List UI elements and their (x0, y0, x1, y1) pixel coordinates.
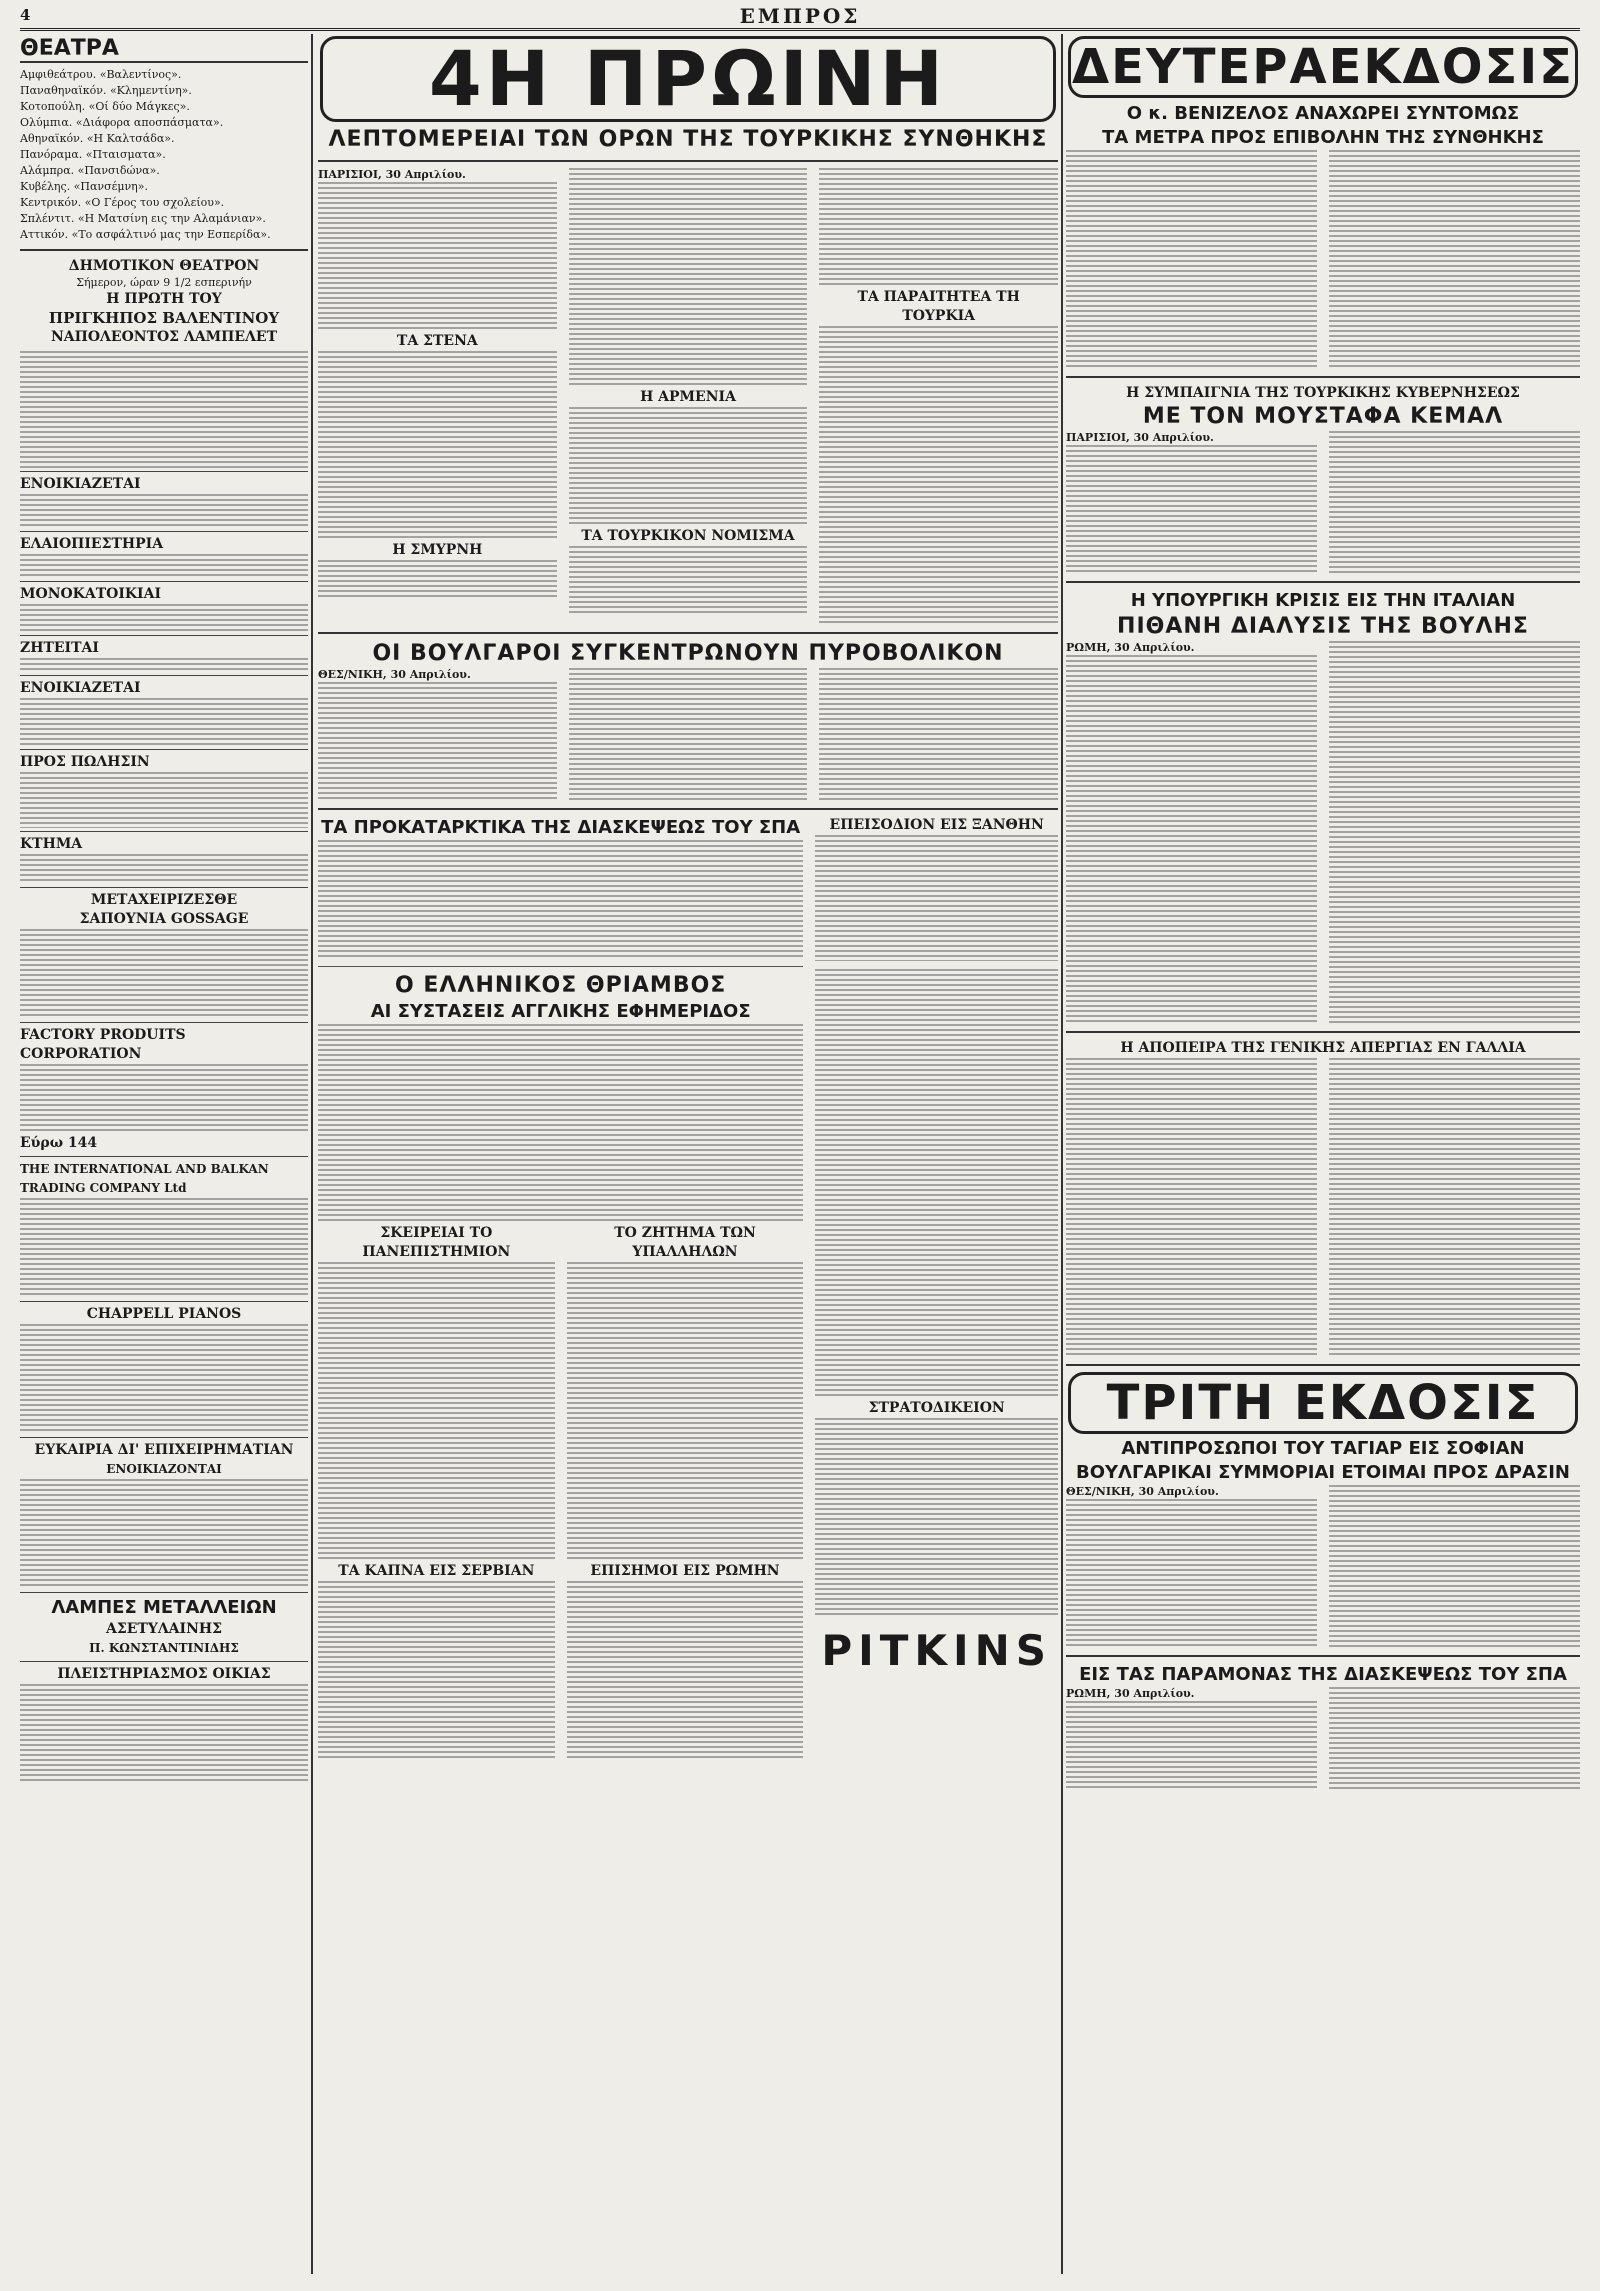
third-edition-title: ΤΡΙΤΗ ΕΚΔΟΣΙΣ (1106, 1375, 1540, 1431)
municipal-subline: Σήμερον, ώραν 9 1/2 εσπερινήν (76, 276, 252, 289)
officials-headline: ΤΟ ΖΗΤΗΜΑ ΤΩΝ ΥΠΑΛΛΗΛΩΝ (614, 1225, 756, 1260)
english-headline: ΑΙ ΣΥΣΤΑΣΕΙΣ ΑΓΓΛΙΚΗΣ ΕΦΗΜΕΡΙΔΟΣ (370, 1001, 751, 1022)
list-item: Κεντρικόν. «Ο Γέρος του σχολείου». (20, 196, 225, 209)
price-line: Εύρω 144 (20, 1135, 98, 1151)
classified-ad: FACTORY PRODUITS CORPORATION Εύρω 144 (20, 1022, 308, 1156)
list-item: Παναθηναϊκόν. «Κλημεντίνη». (20, 84, 192, 97)
column-center (318, 36, 1058, 2276)
list-item: Αθηναϊκόν. «Η Καλτσάδα». (20, 132, 175, 145)
kemal-headline: ΜΕ ΤΟΝ ΜΟΥΣΤΑΦΑ ΚΕΜΑΛ (1142, 404, 1504, 429)
pitkins-ad: PITKINS (821, 1626, 1052, 1675)
xanthi-headline: ΕΠΕΙΣΟΔΙΟΝ ΕΙΣ ΞΑΝΘΗΝ (829, 817, 1044, 833)
issue-number: 4 (20, 6, 31, 24)
subhead: Η ΣΜΥΡΝΗ (392, 542, 483, 558)
subhead: ΤΑ ΤΟΥΡΚΙΚΟΝ ΝΟΜΙΣΜΑ (581, 528, 795, 544)
dateline: ΠΑΡΙΣΙΟΙ, 30 Απριλίου. (1066, 431, 1214, 444)
bulgars-headline: ΟΙ ΒΟΥΛΓΑΡΟΙ ΣΥΓΚΕΝΤΡΩΝΟΥΝ ΠΥΡΟΒΟΛΙΚΟΝ (372, 641, 1004, 666)
dissolution-headline: ΠΙΘΑΝΗ ΔΙΑΛΥΣΙΣ ΤΗΣ ΒΟΥΛΗΣ (1117, 614, 1529, 639)
subhead: ΤΑ ΠΑΡΑΙΤΗΤΕΑ ΤΗ ΤΟΥΡΚΙΑ (857, 289, 1020, 324)
alliance-headline: Η ΣΥΜΠΑΙΓΝΙΑ ΤΗΣ ΤΟΥΡΚΙΚΗΣ ΚΥΒΕΡΝΗΣΕΩΣ (1126, 385, 1520, 401)
list-item: Κοτοπούλη. «Οί δύο Μάγκες». (20, 100, 190, 113)
venizelos-headline: Ο κ. ΒΕΝΙΖΕΛΟΣ ΑΝΑΧΩΡΕΙ ΣΥΝΤΟΜΩΣ (1126, 103, 1520, 124)
dateline: ΘΕΣ/ΝΙΚΗ, 30 Απριλίου. (1066, 1485, 1219, 1498)
body-text (20, 351, 308, 471)
spa-eve-headline: ΕΙΣ ΤΑΣ ΠΑΡΑΜΟΝΑΣ ΤΗΣ ΔΙΑΣΚΕΨΕΩΣ ΤΟΥ ΣΠΑ (1079, 1664, 1567, 1685)
classified-ad: ΜΟΝΟΚΑΤΟΙΚΙΑΙ (20, 581, 308, 635)
municipal-theatre-heading: ΔΗΜΟΤΙΚΟΝ ΘΕΑΤΡΟΝ (68, 258, 260, 274)
list-item: Ολύμπια. «Διάφορα αποσπάσματα». (20, 116, 224, 129)
second-edition-title: ΔΕΥΤΕΡΑΕΚΔΟΣΙΣ (1072, 39, 1574, 95)
masthead (20, 6, 1580, 31)
strike-headline: Η ΑΠΟΠΕΙΡΑ ΤΗΣ ΓΕΝΙΚΗΣ ΑΠΕΡΓΙΑΣ ΕΝ ΓΑΛΛΙΑ (1120, 1040, 1526, 1056)
classified-ad: ΕΥΚΑΙΡΙΑ ΔΙ' ΕΠΙΧΕΙΡΗΜΑΤΙΑΝ ΕΝΟΙΚΙΑΖΟΝΤΑΙ (20, 1437, 308, 1592)
classified-ad: ΕΝΟΙΚΙΑΖΕΤΑΙ (20, 675, 308, 749)
list-item: Πανόραμα. «Πταισματα». (20, 148, 166, 161)
classified-ad: ΛΑΜΠΕΣ ΜΕΤΑΛΛΕΙΩΝ ΑΣΕΤΥΛΑΙΝΗΣ Π. ΚΩΝΣΤΑΝΤΙΝΙΔΗΣ (20, 1592, 308, 1661)
spa-headline: ΤΑ ΠΡΟΚΑΤΑΡΚΤΙΚΑ ΤΗΣ ΔΙΑΣΚΕΨΕΩΣ ΤΟΥ ΣΠΑ (321, 817, 801, 838)
measures-headline: ΤΑ ΜΕΤΡΑ ΠΡΟΣ ΕΠΙΒΟΛΗΝ ΤΗΣ ΣΥΝΘΗΚΗΣ (1102, 127, 1544, 148)
theatre-list (20, 67, 308, 243)
subhead: ΤΑ ΣΤΕΝΑ (396, 333, 478, 349)
classified-ad: ΜΕΤΑΧΕΙΡΙΖΕΣΘΕ ΣΑΠΟΥΝΙΑ GOSSAGE (20, 887, 308, 1022)
classified-ad: CHAPPELL PIANOS (20, 1301, 308, 1437)
classified-ad: ΖΗΤΕΙΤΑΙ (20, 635, 308, 675)
second-edition-box (1068, 36, 1578, 98)
edition-ribbon (320, 36, 1056, 122)
classified-ad: ΠΡΟΣ ΠΩΛΗΣΙΝ (20, 749, 308, 831)
column-right (1066, 36, 1580, 2276)
third-edition-box (1068, 1372, 1578, 1434)
dateline: ΘΕΣ/ΝΙΚΗ, 30 Απριλίου. (318, 668, 471, 681)
university-headline: ΣΚΕΙΡΕΙΑΙ ΤΟ ΠΑΝΕΠΙΣΤΗΜΙΟΝ (362, 1225, 511, 1260)
article-columns (318, 168, 1058, 626)
dateline: ΡΩΜΗ, 30 Απριλίου. (1066, 1687, 1195, 1700)
rome-headline: ΕΠΙΣΗΜΟΙ ΕΙΣ ΡΩΜΗΝ (590, 1563, 780, 1579)
napoleon-name: ΝΑΠΟΛΕΟΝΤΟΣ ΛΑΜΠΕΛΕΤ (50, 329, 278, 345)
list-item: Κυβέλης. «Πανσέμνη». (20, 180, 148, 193)
stratodikeion-headline: ΣΤΡΑΤΟΔΙΚΕΙΟΝ (868, 1400, 1005, 1416)
classified-ad: THE INTERNATIONAL AND BALKAN TRADING COMPANY Ltd (20, 1156, 308, 1301)
edition-title: 4Η ΠΡΩΙΝΗ (428, 36, 948, 123)
dateline: ΠΑΡΙΣΙΟΙ, 30 Απριλίου. (318, 168, 466, 181)
classified-ad: ΠΛΕΙΣΤΗΡΙΑΣΜΟΣ ΟΙΚΙΑΣ (20, 1661, 308, 1787)
kapna-headline: ΤΑ ΚΑΠΝΑ ΕΙΣ ΣΕΡΒΙΑΝ (338, 1563, 535, 1579)
dateline: ΡΩΜΗ, 30 Απριλίου. (1066, 641, 1195, 654)
column-rule (311, 34, 313, 2274)
classified-ad: ΕΝΟΙΚΙΑΖΕΤΑΙ (20, 471, 308, 531)
column-left (20, 36, 308, 2276)
subhead: Η ΑΡΜΕΝΙΑ (640, 389, 736, 405)
list-item: Αλάμπρα. «Πανσιδώνα». (20, 164, 160, 177)
classified-ad: ΚΤΗΜΑ (20, 831, 308, 887)
column-rule (1061, 34, 1063, 2274)
list-item: Αμφιθεάτρου. «Βαλεντίνος». (20, 68, 182, 81)
triumph-headline: Ο ΕΛΛΗΝΙΚΟΣ ΘΡΙΑΜΒΟΣ (395, 973, 727, 998)
theatre-heading: ΘΕΑΤΡΑ (20, 36, 308, 63)
paper-title: ΕΜΠΡΟΣ (739, 4, 861, 28)
reps-headline: ΑΝΤΙΠΡΟΣΩΠΟΙ ΤΟΥ ΤΑΓΙΑΡ ΕΙΣ ΣΟΦΙΑΝ (1121, 1438, 1525, 1459)
first-show: Η ΠΡΩΤΗ ΤΟΥ (106, 291, 222, 307)
main-headline: ΛΕΠΤΟΜΕΡΕΙΑΙ ΤΩΝ ΟΡΩΝ ΤΗΣ ΤΟΥΡΚΙΚΗΣ ΣΥΝΘΗΚΗΣ (328, 127, 1048, 152)
bulgarian-bands-headline: ΒΟΥΛΓΑΡΙΚΑΙ ΣΥΜΜΟΡΙΑΙ ΕΤΟΙΜΑΙ ΠΡΟΣ ΔΡΑΣΙΝ (1076, 1462, 1570, 1483)
prince-title: ΠΡΙΓΚΗΠΟΣ ΒΑΛΕΝΤΙΝΟΥ (48, 309, 280, 327)
italy-headline: Η ΥΠΟΥΡΓΙΚΗ ΚΡΙΣΙΣ ΕΙΣ ΤΗΝ ΙΤΑΛΙΑΝ (1130, 590, 1516, 611)
list-item: Αττικόν. «Το ασφάλτινό μας την Εσπερίδα». (20, 228, 271, 241)
list-item: Σπλέντιτ. «Η Ματσίνη εις την Αλαμάνιαν». (20, 212, 266, 225)
classified-ad: ΕΛΑΙΟΠΙΕΣΤΗΡΙΑ (20, 531, 308, 581)
